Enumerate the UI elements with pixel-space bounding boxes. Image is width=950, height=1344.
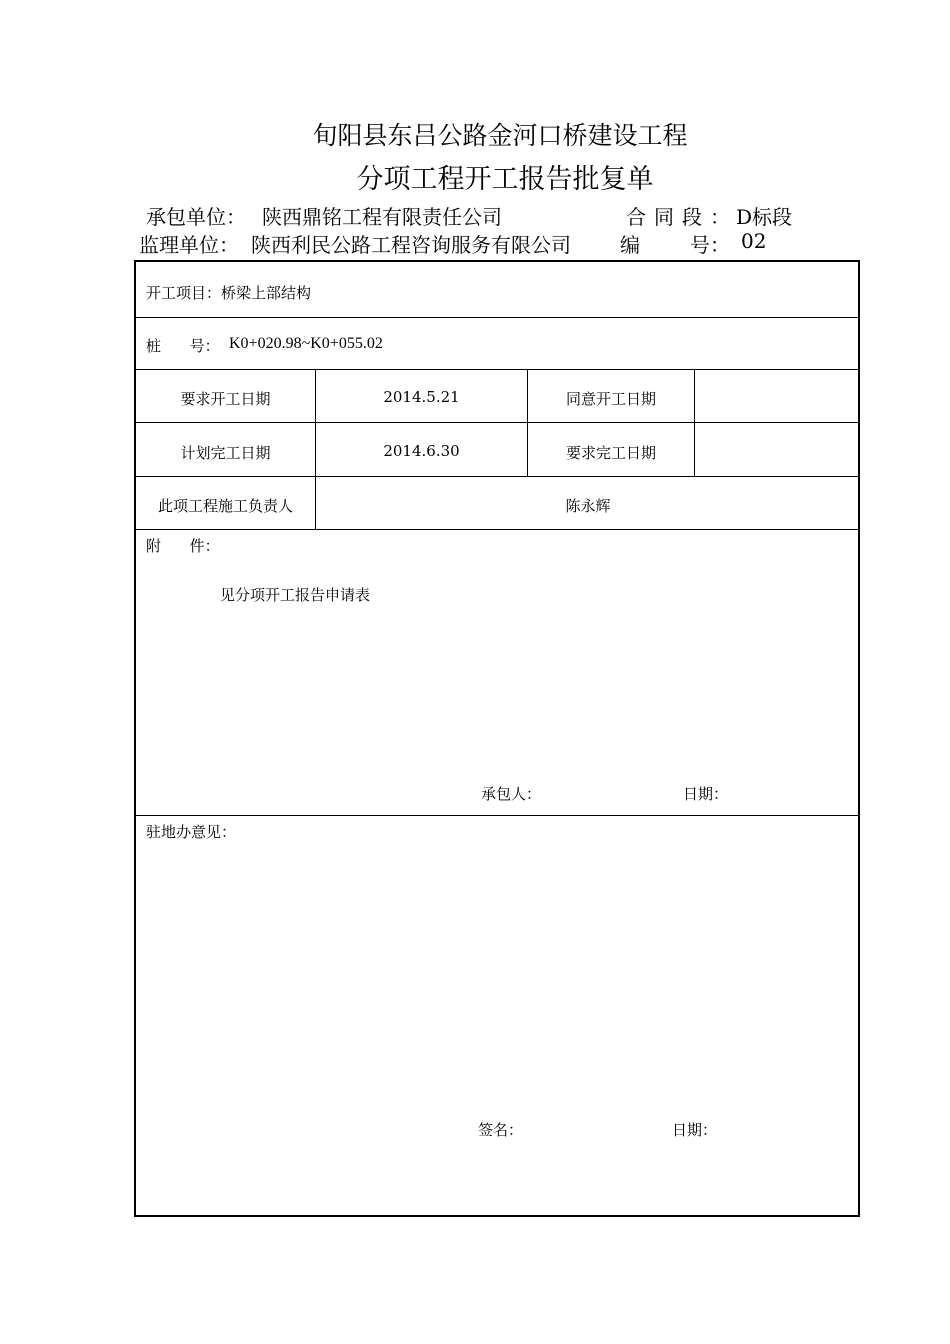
manager-label: 此项工程施工负责人 <box>157 497 293 515</box>
stake-value: K0+020.98~K0+055.02 <box>229 335 383 352</box>
contractor-label: 承包单位： <box>146 205 246 229</box>
signature-label: 签名： <box>478 1121 524 1139</box>
row-divider <box>136 317 858 318</box>
row-divider <box>136 529 858 530</box>
project-label: 开工项目：桥梁上部结构 <box>146 284 312 302</box>
required-end-date-label: 要求完工日期 <box>565 444 656 462</box>
contractor-sign-label: 承包人： <box>481 785 542 803</box>
office-opinion-label: 驻地办意见： <box>146 823 237 841</box>
required-start-date-label: 要求开工日期 <box>180 390 271 408</box>
number-value: 02 <box>741 229 767 253</box>
planned-end-date-value: 2014.6.30 <box>383 442 460 460</box>
agreed-start-date-label: 同意开工日期 <box>565 390 656 408</box>
supervisor-value: 陕西利民公路工程咨询服务有限公司 <box>251 233 571 257</box>
contract-section-value: D标段 <box>736 205 793 229</box>
contractor-value: 陕西鼎铭工程有限责任公司 <box>262 205 502 229</box>
signature-date-label: 日期： <box>672 1121 718 1139</box>
contract-section-label: 合同段： <box>626 205 738 229</box>
document-title: 旬阳县东吕公路金河口桥建设工程 <box>312 121 688 150</box>
row-divider <box>136 422 858 423</box>
row-divider <box>136 815 858 816</box>
stake-label: 桩 号： <box>146 337 220 355</box>
manager-value: 陈永辉 <box>565 497 611 515</box>
number-label-suffix: 号： <box>690 233 730 257</box>
attachment-text: 见分项开工报告申请表 <box>220 586 371 604</box>
required-start-date-value: 2014.5.21 <box>383 388 460 406</box>
attachment-label: 附 件： <box>146 537 220 555</box>
planned-end-date-label: 计划完工日期 <box>180 444 271 462</box>
supervisor-label: 监理单位： <box>139 233 239 257</box>
row-divider <box>136 476 858 477</box>
form-title: 分项工程开工报告批复单 <box>356 164 654 195</box>
number-label: 编 <box>620 233 640 257</box>
column-divider <box>694 369 695 476</box>
row-divider <box>136 369 858 370</box>
approval-form-table <box>134 260 860 1217</box>
contractor-date-label: 日期： <box>683 785 729 803</box>
